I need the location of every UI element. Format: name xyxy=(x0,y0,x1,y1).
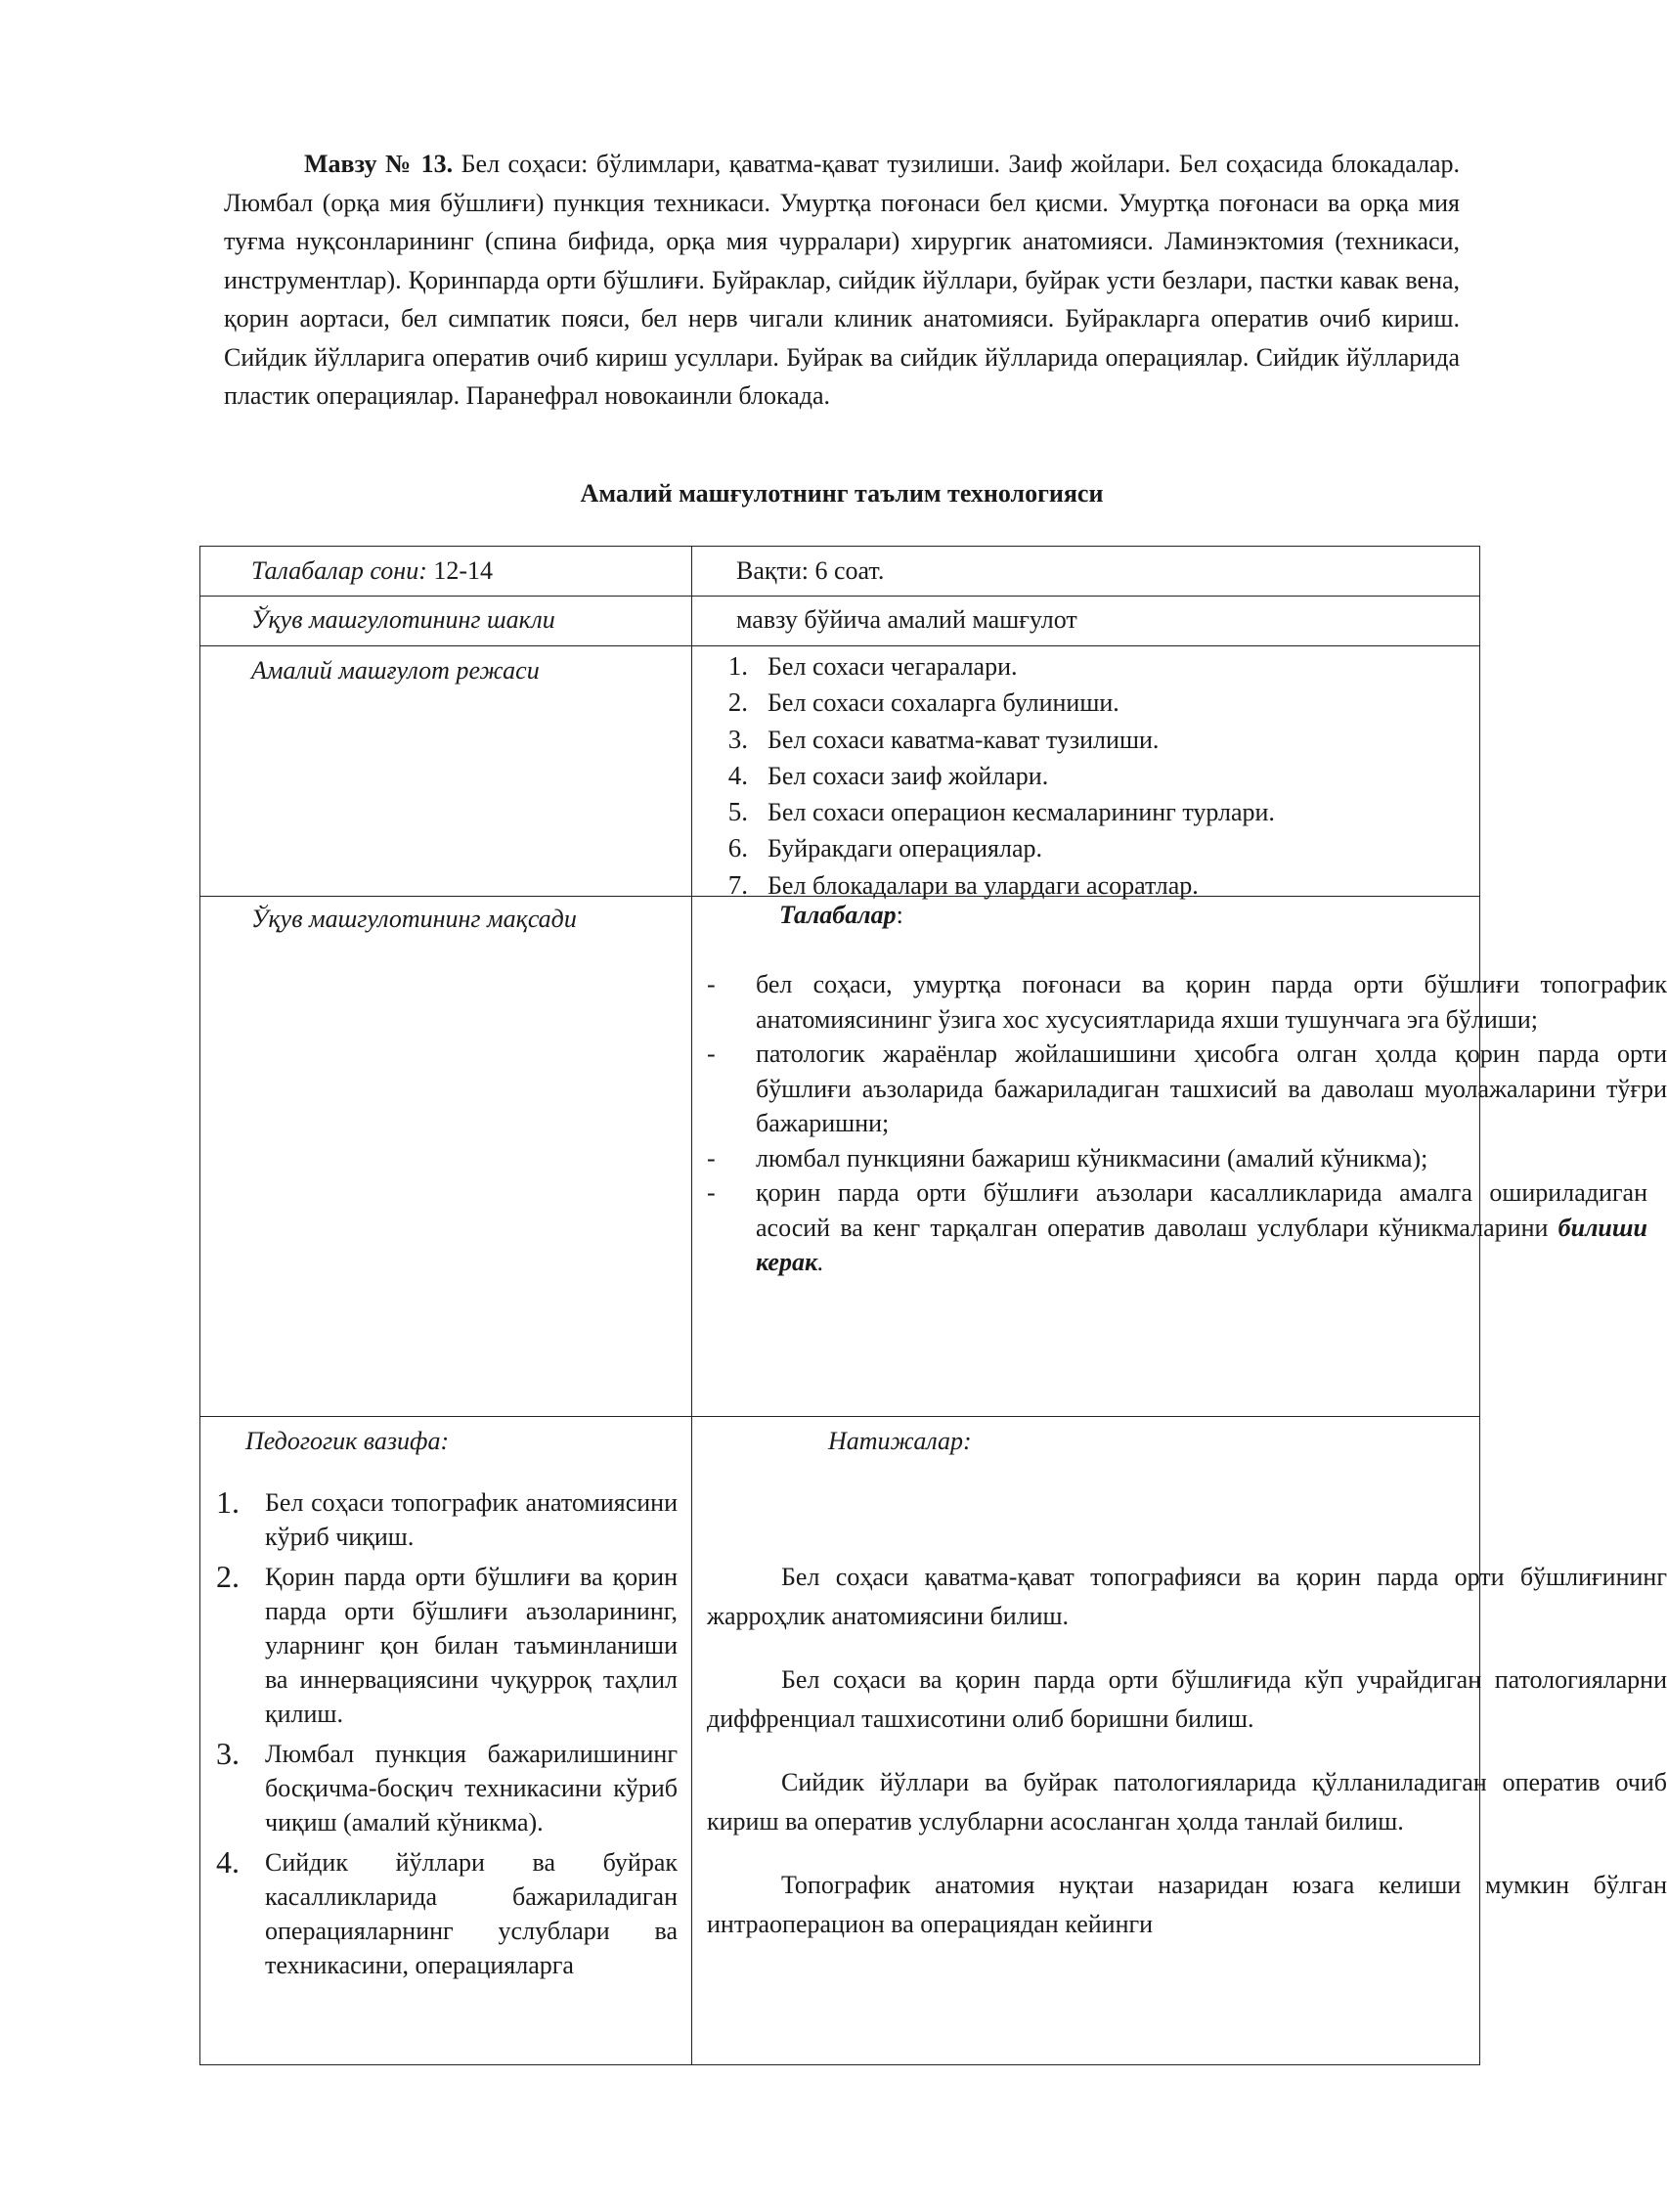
pedagogic-item: 4. Сийдик йўллари ва буйрак касалликларида бажариладиган операцияларнинг услублари ва техникасини, операцияларга xyxy=(216,1844,678,1979)
column-divider xyxy=(691,547,692,2064)
students-cell xyxy=(251,553,493,589)
students-value: 12-14 xyxy=(426,556,494,585)
plan-item: 2. Бел сохаси сохаларга булиниши. xyxy=(727,687,1119,718)
goal-heading: Талабалар: xyxy=(779,901,903,929)
row-divider xyxy=(200,596,1479,597)
students-label: Талабалар сони: xyxy=(251,556,427,585)
plan-item: 5. Бел сохаси операцион кесмаларининг турлари. xyxy=(727,797,1275,827)
plan-list xyxy=(719,648,1275,904)
pedagogic-item: 1. Бел соҳаси топографик анатомиясини кўриб чиқиш. xyxy=(216,1484,678,1551)
result-paragraph: Бел соҳаси қаватма-қават топографияси ва қорин парда орти бўшлиғининг жарроҳлик анатомиясини билиш. xyxy=(707,1563,1667,1630)
topic-label: Мавзу № 13. xyxy=(304,150,454,178)
form-label: Ўқув машгулотининг шакли xyxy=(251,605,555,634)
topic-paragraph xyxy=(224,145,1460,416)
goal-label: Ўқув машгулотининг мақсади xyxy=(251,905,577,933)
plan-item: 3. Бел сохаси каватма-кават тузилиши. xyxy=(727,724,1160,754)
pedagogic-item: 2. Қорин парда орти бўшлиғи ва қорин парда орти бўшлиғи аъзоларининг, уларнинг қон билан таъминланиши ва иннервациясини чуқурроқ таҳлил қилиш. xyxy=(216,1559,678,1728)
result-paragraph: Топографик анатомия нуқтаи назаридан юзага келиши мумкин бўлган интраоперацион ва операциядан кейинги xyxy=(707,1871,1667,1938)
form-value: мавзу бўйича амалий машғулот xyxy=(736,605,1077,634)
row-divider xyxy=(200,645,1479,646)
plan-item: 6. Буйракдаги операциялар. xyxy=(727,833,1043,863)
row-divider xyxy=(200,1416,1479,1417)
goal-item: - қорин парда орти бўшлиғи аъзолари касалликларида амалга ошириладиган асосий ва кенг тарқалган оператив даволаш услублари кўникмаларини билиши керак. xyxy=(707,1178,1647,1276)
result-paragraph: Бел соҳаси ва қорин парда орти бўшлиғида кўп учрайдиган патологияларни диффренциал ташхисотини олиб боришни билиш. xyxy=(707,1665,1667,1733)
time-cell: Вақти: 6 соат. xyxy=(736,556,885,585)
section-heading: Амалий машғулотнинг таълим технологияси xyxy=(580,479,1104,508)
goal-list xyxy=(707,967,1667,1280)
goal-item: - патологик жараёнлар жойлашишини ҳисобга олган ҳолда қорин парда орти бўшлиғи аъзоларида бажариладиган ташхисий ва даволаш муолажаларини тўғри бажаришни; xyxy=(707,1040,1667,1137)
plan-item: 4. Бел сохаси заиф жойлари. xyxy=(727,760,1049,790)
goal-item: - бел соҳаси, умуртқа поғонаси ва қорин парда орти бўшлиғи топографик анатомиясининг ўзига хос хусусиятларида яхши тушунчага эга бўлиши; xyxy=(707,970,1667,1034)
results-label: Натижалар: xyxy=(828,1427,972,1455)
pedagogic-item: 3. Люмбал пункция бажарилишининг босқичма-босқич техникасини кўриб чиқиш (амалий кўникма). xyxy=(216,1736,678,1836)
plan-label: Амалий машғулот режаси xyxy=(251,656,540,685)
result-paragraph: Сийдик йўллари ва буйрак патологияларида қўлланиладиган оператив очиб кириш ва оператив услубларни асосланган ҳолда танлай билиш. xyxy=(707,1768,1667,1836)
pedagogic-label: Педогогик вазифа: xyxy=(245,1427,450,1455)
pedagogic-list xyxy=(210,1485,678,1988)
plan-item: 1. Бел сохаси чегаралари. xyxy=(727,651,1018,681)
goal-item: - люмбал пункцияни бажариш кўникмасини (амалий кўникма); xyxy=(707,1143,1428,1172)
goal-emphasis: билиши керак xyxy=(756,1213,1647,1276)
plan-item: 7. Бел блокадалари ва улардаги асоратлар. xyxy=(727,869,1199,900)
results-body xyxy=(707,1558,1667,1969)
topic-text: Бел соҳаси: бўлимлари, қаватма-қават тузилиши. Заиф жойлари. Бел соҳасида блокадалар. Люмбал (орқа мия бўшлиғи) пункция техникаси. Умуртқа поғонаси бел қисми. Умуртқа поғонаси ва орқа мия туғма нуқсонларининг (спина бифида, орқа мия чурралари) хирургик анатомияси. Ламинэктомия (техникаси, инструментлар). Қоринпарда орти бўшлиғи. Буйраклар, сийдик йўллари, буйрак усти безлари, пастки кавак вена, қорин аортаси, бел симпатик пояси, бел нерв чигали клиник анатомияси. Буйракларга оператив очиб кириш. Сийдик йўлларига оператив очиб кириш усуллари. Буйрак ва сийдик йўлларида операциялар. Сийдик йўлларида пластик операциялар. Паранефрал новокаинли блокада. xyxy=(224,150,1460,410)
technology-table xyxy=(199,546,1667,2065)
